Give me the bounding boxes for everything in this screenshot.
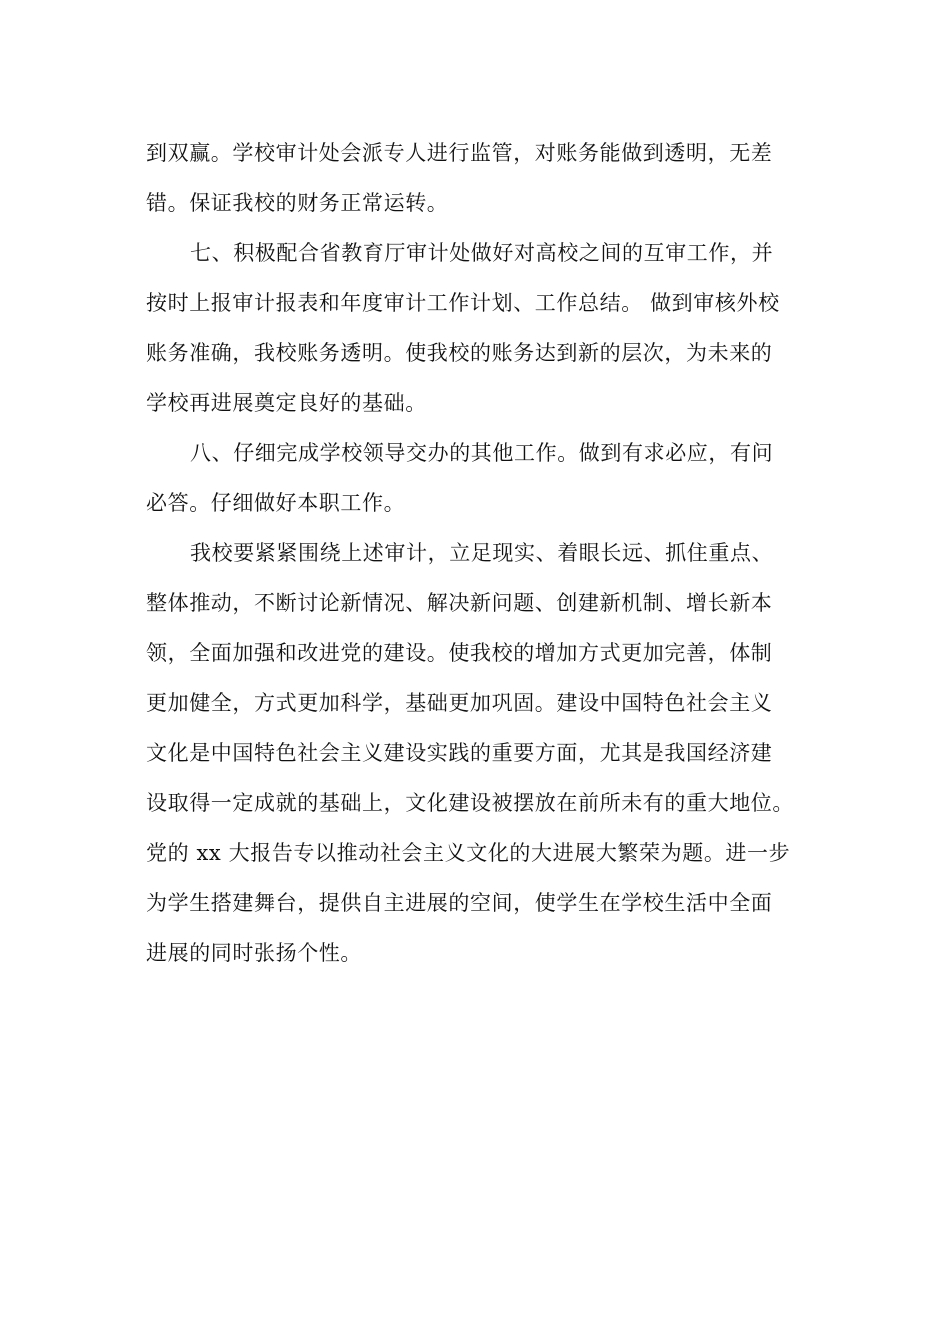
document-body [146, 128, 846, 978]
text-line: 更加健全，方式更加科学，基础更加巩固。建设中国特色社会主义 [146, 691, 773, 715]
text-line: 学校再进展奠定良好的基础。 [146, 391, 427, 415]
text-line: 整体推动，不断讨论新情况、解决新问题、创建新机制、增长新本 [146, 591, 773, 615]
paragraph-start-line: 八、仔细完成学校领导交办的其他工作。做到有求必应，有问 [190, 441, 774, 465]
text-line: 为学生搭建舞台，提供自主进展的空间，使学生在学校生活中全面 [146, 891, 773, 915]
text-line: 必答。仔细做好本职工作。 [146, 491, 406, 515]
paragraph-start-line: 我校要紧紧围绕上述审计，立足现实、着眼长远、抓住重点、 [190, 541, 774, 565]
text-line: 进展的同时张扬个性。 [146, 941, 362, 965]
text-line: 设取得一定成就的基础上，文化建设被摆放在前所未有的重大地位。 [146, 791, 794, 815]
paragraph-start-line: 七、积极配合省教育厅审计处做好对高校之间的互审工作，并 [190, 241, 774, 265]
text-line: 按时上报审计报表和年度审计工作计划、工作总结。 做到审核外校 [146, 291, 780, 315]
text-line: 到双赢。学校审计处会派专人进行监管，对账务能做到透明，无差 [146, 141, 773, 165]
text-line: 领，全面加强和改进党的建设。使我校的增加方式更加完善，体制 [146, 641, 773, 665]
text-line: 党的 xx 大报告专以推动社会主义文化的大进展大繁荣为题。进一步 [146, 841, 791, 865]
text-line: 错。保证我校的财务正常运转。 [146, 191, 449, 215]
text-line: 账务准确，我校账务透明。使我校的账务达到新的层次，为未来的 [146, 341, 773, 365]
text-line: 文化是中国特色社会主义建设实践的重要方面，尤其是我国经济建 [146, 741, 773, 765]
